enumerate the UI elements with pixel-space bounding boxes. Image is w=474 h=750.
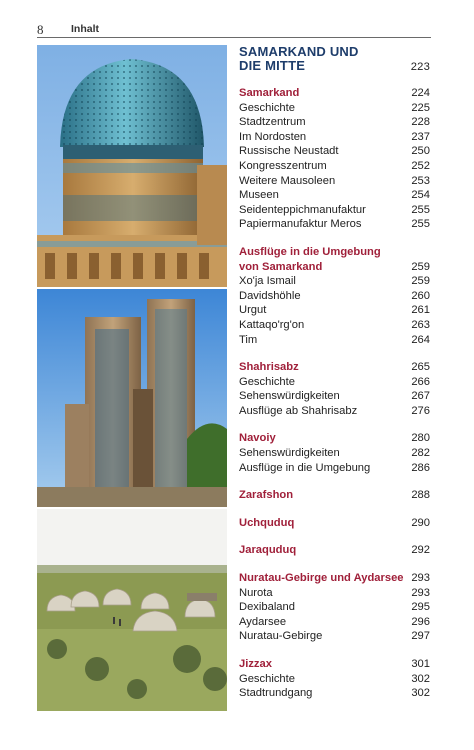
toc-page-number: 225 [411,101,430,114]
toc-page-number: 224 [411,87,430,99]
toc-label: Nuratau-Gebirge [239,630,323,643]
toc-label: Xo'ja Ismail [239,275,296,288]
toc-label: Davidshöhle [239,289,301,302]
toc-label: Geschichte [239,101,295,114]
photo-mosque-dome [37,45,227,287]
toc-page-number: 293 [411,586,430,599]
toc-groups [239,86,430,701]
section-title-line2: DIE MITTE [239,58,306,73]
toc-entry[interactable] [239,115,430,130]
toc-entry[interactable] [239,159,430,174]
toc-entry[interactable] [239,333,430,348]
toc-page-number: 266 [411,375,430,388]
toc-group [239,431,430,475]
toc-entry[interactable] [239,174,430,189]
toc-entry[interactable] [239,303,430,318]
toc-entry[interactable] [239,404,430,419]
toc-page-number: 228 [411,116,430,129]
toc-page-number: 260 [411,289,430,302]
toc-entry[interactable] [239,672,430,687]
toc-entry[interactable] [239,274,430,289]
toc-label: Dexibaland [239,601,295,614]
toc-page-number: 263 [411,318,430,331]
toc-heading[interactable] [239,360,430,375]
toc-label: Nurota [239,586,273,599]
toc-entry[interactable] [239,188,430,203]
toc-label: Sehenswürdigkeiten [239,447,340,460]
toc-page-number: 296 [411,615,430,628]
toc-group [239,245,430,347]
toc-page-number: 237 [411,130,430,143]
toc-page-number: 255 [411,203,430,216]
toc-label: Tim [239,333,258,346]
toc-label: Navoiy [239,432,276,445]
toc-page-number: 267 [411,390,430,403]
toc-page-number: 286 [411,461,430,474]
toc-label: Geschichte [239,375,295,388]
toc-heading[interactable] [239,431,430,446]
header-rule [37,37,431,38]
toc-group [239,571,430,644]
toc-label: Stadtzentrum [239,116,306,129]
section-title-line1: SAMARKAND UND [239,44,359,59]
toc-label: Ausflüge ab Shahrisabz [239,404,358,417]
toc-label: Nuratau-Gebirge und Aydarsee [239,572,404,585]
toc-heading[interactable] [239,245,430,260]
toc-page-number: 288 [411,489,430,502]
toc-page-number: 276 [411,404,430,417]
toc-entry[interactable] [239,318,430,333]
toc-heading[interactable] [239,516,430,531]
toc-page-number: 264 [411,333,430,346]
table-of-contents [239,45,430,701]
toc-page-number: 295 [411,601,430,614]
toc-label: Sehenswürdigkeiten [239,390,340,403]
toc-entry[interactable] [239,289,430,304]
toc-page-number: 261 [411,304,430,317]
page-number: 8 [37,22,44,37]
toc-label: Jaraquduq [239,544,297,557]
toc-page-number: 302 [411,672,430,685]
toc-group [239,657,430,701]
toc-label: Museen [239,189,279,202]
toc-label: Samarkand [239,87,300,99]
toc-label: Kattaqo'rg'on [239,318,305,331]
toc-group [239,86,430,232]
toc-page-number: 302 [411,687,430,700]
toc-page-number: 254 [411,189,430,202]
toc-label: Ausflüge in die Umgebung [239,245,381,258]
toc-page-number: 290 [411,516,430,529]
header-title: Inhalt [71,23,99,35]
toc-group [239,488,430,503]
toc-label: Weitere Mausoleen [239,174,336,187]
toc-entry[interactable] [239,389,430,404]
toc-group [239,543,430,558]
toc-label: Shahrisabz [239,361,299,374]
toc-entry[interactable] [239,629,430,644]
toc-entry[interactable] [239,217,430,232]
toc-entry[interactable] [239,130,430,145]
toc-page-number: 250 [411,145,430,158]
toc-entry[interactable] [239,615,430,630]
toc-heading[interactable] [239,543,430,558]
toc-heading[interactable] [239,260,430,275]
toc-page-number: 293 [411,572,430,585]
toc-label: Kongresszentrum [239,159,327,172]
toc-entry[interactable] [239,446,430,461]
toc-heading[interactable] [239,488,430,503]
photo-yurt-camp [37,509,227,711]
toc-entry[interactable] [239,686,430,701]
toc-label: Papiermanufaktur Meros [239,218,362,231]
toc-page-number: 259 [411,260,430,273]
toc-label: Uchquduq [239,516,295,529]
toc-entry[interactable] [239,586,430,601]
toc-page-number: 280 [411,432,430,445]
toc-label: Seidenteppichmanufaktur [239,203,366,216]
toc-label: Jizzax [239,658,272,670]
toc-page-number: 297 [411,630,430,643]
page-header [37,22,431,36]
toc-heading[interactable] [239,657,430,672]
toc-label: Stadtrundgang [239,687,313,700]
section-title [239,45,430,73]
toc-page-number: 301 [411,658,430,670]
toc-page-number: 252 [411,159,430,172]
toc-entry[interactable] [239,375,430,390]
toc-entry[interactable] [239,101,430,116]
toc-group [239,360,430,418]
toc-entry[interactable] [239,203,430,218]
section-page: 223 [410,61,430,73]
toc-entry[interactable] [239,600,430,615]
toc-group [239,516,430,531]
photo-ruined-portal [37,289,227,507]
toc-label: Zarafshon [239,489,294,502]
toc-label: Urgut [239,304,267,317]
toc-entry[interactable] [239,144,430,159]
toc-label: Russische Neustadt [239,145,339,158]
toc-heading[interactable] [239,571,430,586]
toc-heading[interactable] [239,86,430,101]
toc-page-number: 265 [411,361,430,374]
toc-page-number: 292 [411,544,430,557]
toc-label: Geschichte [239,672,295,685]
toc-label: Aydarsee [239,615,287,628]
toc-page-number: 259 [411,275,430,288]
toc-label: von Samarkand [239,260,323,273]
toc-page-number: 253 [411,174,430,187]
toc-page-number: 255 [411,218,430,231]
toc-label: Im Nordosten [239,130,307,143]
toc-label: Ausflüge in die Umgebung [239,461,371,474]
toc-page-number: 282 [411,447,430,460]
toc-entry[interactable] [239,461,430,476]
